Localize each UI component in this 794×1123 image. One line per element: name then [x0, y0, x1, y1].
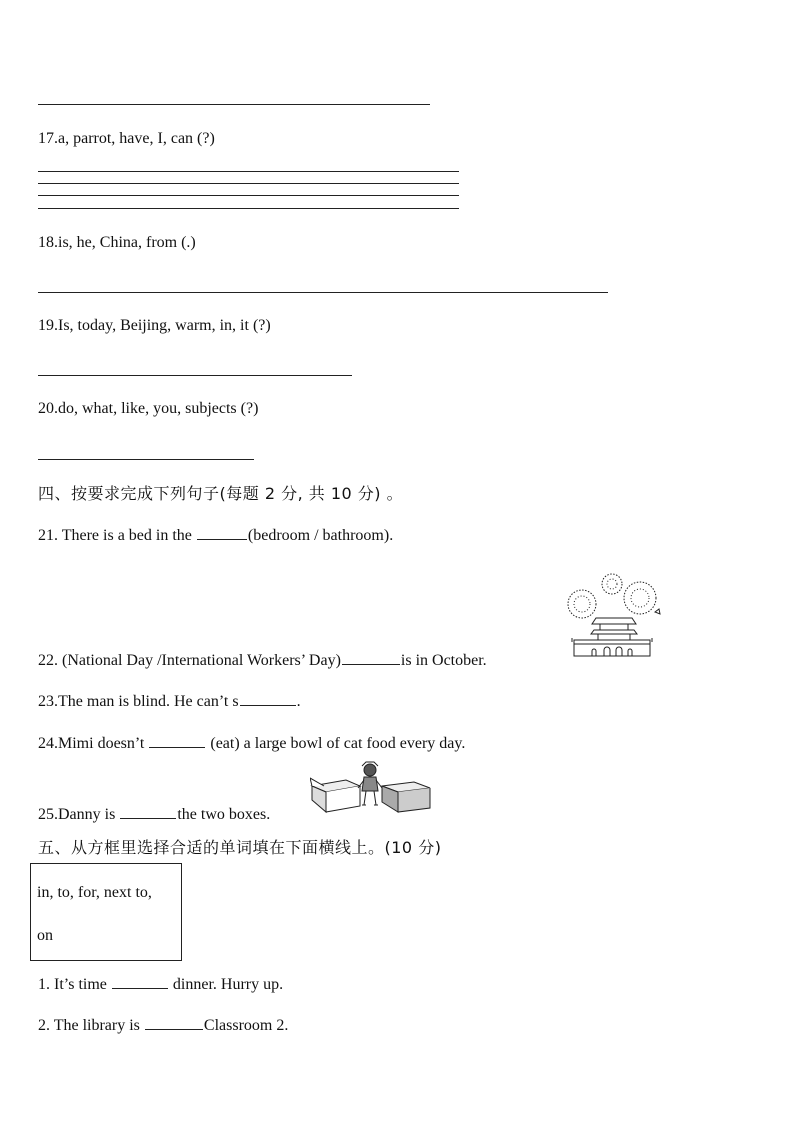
question-25-text: 25.Danny is — [38, 806, 120, 823]
question-17: 17.a, parrot, have, I, can (?) — [38, 130, 215, 147]
question-5-1-text: 1. It’s time — [38, 976, 111, 993]
answer-line[interactable] — [38, 104, 430, 105]
question-5-1 — [38, 974, 283, 994]
question-24 — [38, 733, 465, 753]
question-20: 20.do, what, like, you, subjects (?) — [38, 400, 259, 417]
writing-line[interactable] — [38, 195, 459, 196]
question-25-rest: the two boxes. — [177, 806, 271, 823]
question-23-end: . — [296, 693, 301, 710]
writing-line[interactable] — [38, 183, 459, 184]
question-5-1-rest: dinner. Hurry up. — [168, 976, 284, 993]
question-5-2-text: 2. The library is — [38, 1017, 144, 1034]
question-22-options: 22. (National Day /International Workers’ Day) — [38, 652, 341, 669]
blank[interactable] — [197, 525, 247, 540]
question-24-rest: (eat) a large bowl of cat food every day. — [206, 735, 466, 752]
answer-line[interactable] — [38, 292, 608, 293]
section-4-title: 四、按要求完成下列句子(每题 2 分, 共 10 分) 。 — [38, 484, 404, 503]
question-22-text: is in October. — [400, 652, 487, 669]
question-19: 19.Is, today, Beijing, warm, in, it (?) — [38, 317, 271, 334]
question-5-2-rest: Classroom 2. — [203, 1017, 289, 1034]
word-bank-line-1: in, to, for, next to, — [37, 884, 152, 901]
question-5-2 — [38, 1015, 288, 1035]
word-bank-line-2: on — [37, 927, 53, 944]
blank[interactable] — [112, 974, 168, 989]
writing-line[interactable] — [38, 208, 459, 209]
question-21-options: (bedroom / bathroom). — [247, 527, 394, 544]
question-23 — [38, 691, 301, 711]
boy-between-boxes-icon — [310, 760, 434, 816]
question-22 — [38, 650, 487, 670]
blank[interactable] — [145, 1015, 203, 1030]
blank[interactable] — [149, 733, 205, 748]
writing-line[interactable] — [38, 171, 459, 172]
section-5-title: 五、从方框里选择合适的单词填在下面横线上。(10 分) — [38, 838, 442, 857]
word-bank-box — [30, 863, 182, 961]
blank[interactable] — [342, 650, 400, 665]
answer-line[interactable] — [38, 375, 352, 376]
question-21-text: 21. There is a bed in the — [38, 527, 196, 544]
fireworks-over-tiananmen-icon — [560, 572, 664, 658]
blank[interactable] — [120, 804, 176, 819]
question-24-text: 24.Mimi doesn’t — [38, 735, 149, 752]
question-25 — [38, 804, 270, 824]
question-18: 18.is, he, China, from (.) — [38, 234, 196, 251]
question-23-text: 23.The man is blind. He can’t s — [38, 693, 239, 710]
blank[interactable] — [240, 691, 296, 706]
answer-line[interactable] — [38, 459, 254, 460]
question-21 — [38, 525, 393, 545]
